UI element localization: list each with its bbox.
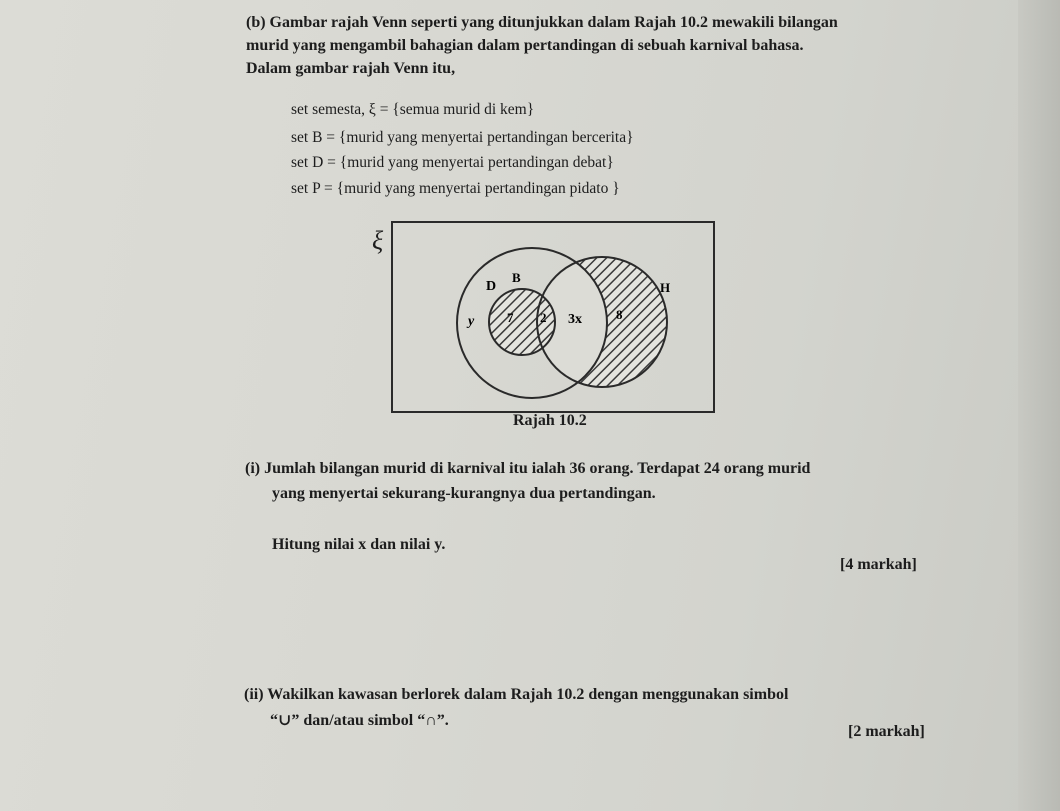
- question-i-line-2: yang menyertai sekurang-kurangnya dua pertandingan.: [272, 485, 656, 502]
- question-i-marks: [4 markah]: [840, 556, 917, 573]
- intro-line-2: murid yang mengambil bahagian dalam pertandingan di sebuah karnival bahasa.: [246, 37, 804, 54]
- set-p: set P = {murid yang menyertai pertandingan pidato }: [291, 180, 620, 197]
- label-b: B: [512, 270, 521, 285]
- venn-diagram: [388, 218, 718, 418]
- intro-line-1: (b) Gambar rajah Venn seperti yang ditunjukkan dalam Rajah 10.2 mewakili bilangan: [246, 14, 838, 31]
- set-universal: set semesta, ξ = {semua murid di kem}: [291, 101, 535, 118]
- diagram-caption: Rajah 10.2: [513, 412, 587, 429]
- universal-set-symbol: ξ: [372, 226, 384, 255]
- page-edge: [1018, 0, 1060, 811]
- region-y: y: [468, 314, 475, 329]
- question-i-task: Hitung nilai x dan nilai y.: [272, 536, 446, 553]
- set-b: set B = {murid yang menyertai pertandingan bercerita}: [291, 129, 634, 146]
- question-ii-line-2: “∪” dan/atau simbol “∩”.: [270, 712, 449, 729]
- region-7: 7: [507, 310, 514, 325]
- question-ii-line-1: (ii) Wakilkan kawasan berlorek dalam Rajah 10.2 dengan menggunakan simbol: [244, 686, 789, 703]
- question-i-line-1: (i) Jumlah bilangan murid di karnival itu ialah 36 orang. Terdapat 24 orang murid: [245, 460, 811, 477]
- label-h: H: [660, 280, 671, 295]
- region-2: 2: [540, 310, 547, 325]
- intro-line-3: Dalam gambar rajah Venn itu,: [246, 60, 456, 77]
- region-8: 8: [616, 307, 623, 322]
- label-d: D: [486, 279, 497, 294]
- region-3x: 3x: [568, 312, 582, 327]
- set-d: set D = {murid yang menyertai pertandingan debat}: [291, 154, 614, 171]
- question-ii-marks: [2 markah]: [848, 723, 925, 740]
